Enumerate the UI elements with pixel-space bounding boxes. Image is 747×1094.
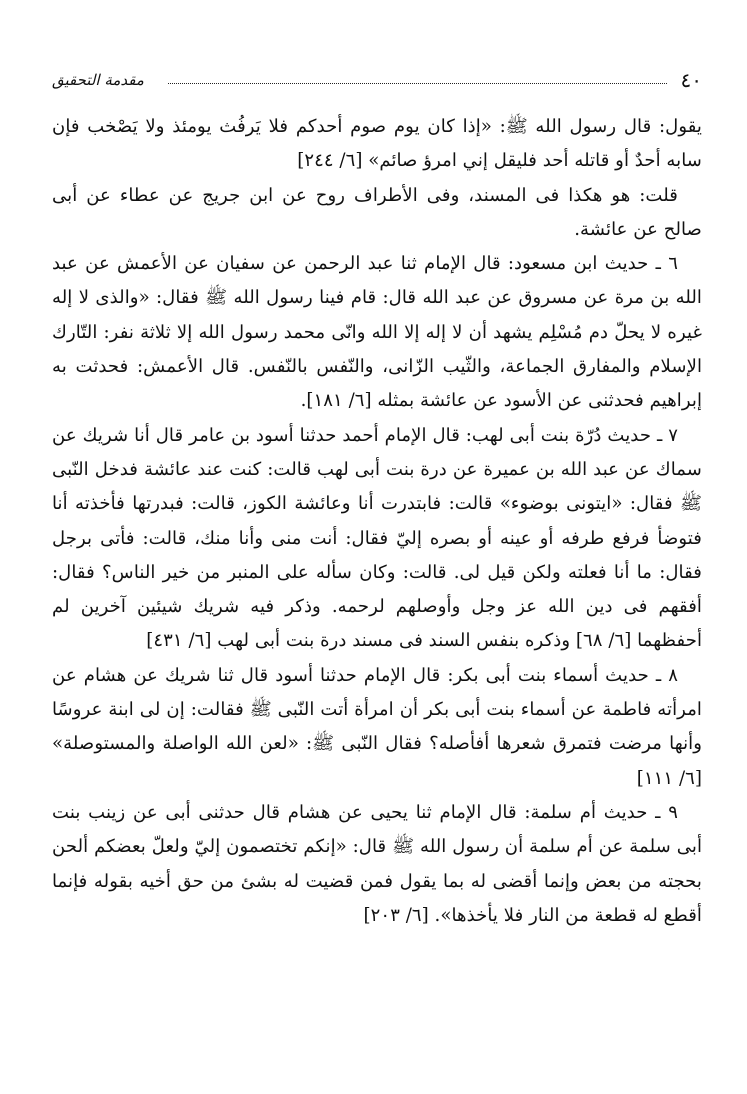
running-header [52, 60, 702, 90]
book-page [52, 60, 702, 933]
header-dotted-rule [168, 83, 667, 84]
paragraph-editor-note: قلت: هو هكذا فى المسند، وفى الأطراف روح عن ابن جريج عن عطاء عن أبى صالح عن عائشة. [52, 184, 702, 240]
section-title: مقدمة التحقيق [52, 71, 144, 89]
paragraph-hadith-ibn-masud: ٦ ـ حديث ابن مسعود: قال الإمام ثنا عبد الرحمن عن سفيان عن الأعمش عن عبد الله بن مرة عن مسروق عن عبد الله قال: قام فينا رسول الله ﷺ فقال: «والذى لا إله غيره لا يحلّ دم مُسْلِم يشهد أن لا إله إلا الله وانّى محمد رسول الله إلا ثلاثة نفر: التّارك الإسلام والمفارق الجماعة، والثّيب الزّانى، والنّفس بالنّفس. قال الأعمش: فحدثت به إبراهيم فحدثنى عن الأسود عن عائشة بمثله [٦/ ١٨١]. [52, 253, 702, 412]
paragraph-fasting-hadith: يقول: قال رسول الله ﷺ: «إذا كان يوم صوم أحدكم فلا يَرفُث يومئذ ولا يَصْخب فإن سابه أحدٌ أو قاتله أحد فليقل إني امرؤ صائم» [٦/ ٢٤٤] [52, 116, 702, 172]
page-number: ٤٠ [680, 68, 702, 92]
paragraph-hadith-durra: ٧ ـ حديث دُرّة بنت أبى لهب: قال الإمام أحمد حدثنا أسود بن عامر قال أنا شريك عن سماك عن عبد الله بن عميرة عن درة بنت أبى لهب قالت: كنت عند عائشة فدخل النّبى ﷺ فقال: «ايتونى بوضوء» قالت: فابتدرت أنا وعائشة الكوز، قالت: فبدرتها فأخذته أنا فتوضأ فرفع طرفه أو عينه أو بصره إليّ فقال: أنت منى وأنا منك، قالت: فأتى برجل فقال: ما أنا فعلته ولكن قيل لى. قالت: وكان سأله على المنبر من خير الناس؟ فقال: أفقهم فى دين الله عز وجل وأوصلهم لرحمه. وذكر فيه شريك شيئين آخرين لم أحفظهما [٦/ ٦٨] وذكره بنفس السند فى مسند درة بنت أبى لهب [٦/ ٤٣١] [52, 424, 702, 652]
paragraph-hadith-asma: ٨ ـ حديث أسماء بنت أبى بكر: قال الإمام حدثنا أسود قال ثنا شريك عن هشام عن امرأته فاطمة عن أسماء بنت أبى بكر أن امرأة أتت النّبى ﷺ فقالت: إن لى ابنة عروسًا وأنها مرضت فتمرق شعرها أفأصله؟ فقال النّبى ﷺ: «لعن الله الواصلة والمستوصلة» [٦/ ١١١] [52, 664, 702, 789]
body-text [52, 110, 702, 933]
paragraph-hadith-umm-salama: ٩ ـ حديث أم سلمة: قال الإمام ثنا يحيى عن هشام قال حدثنى أبى عن زينب بنت أبى سلمة عن أم سلمة أن رسول الله ﷺ قال: «إنكم تختصمون إليّ ولعلّ بعضكم ألحن بحجته من بعض وإنما أقضى له بما يقول فمن قضيت له بشئ من حق أخيه بقوله فإنما أقطع له قطعة من النار فلا يأخذها». [٦/ ٢٠٣] [52, 801, 702, 926]
